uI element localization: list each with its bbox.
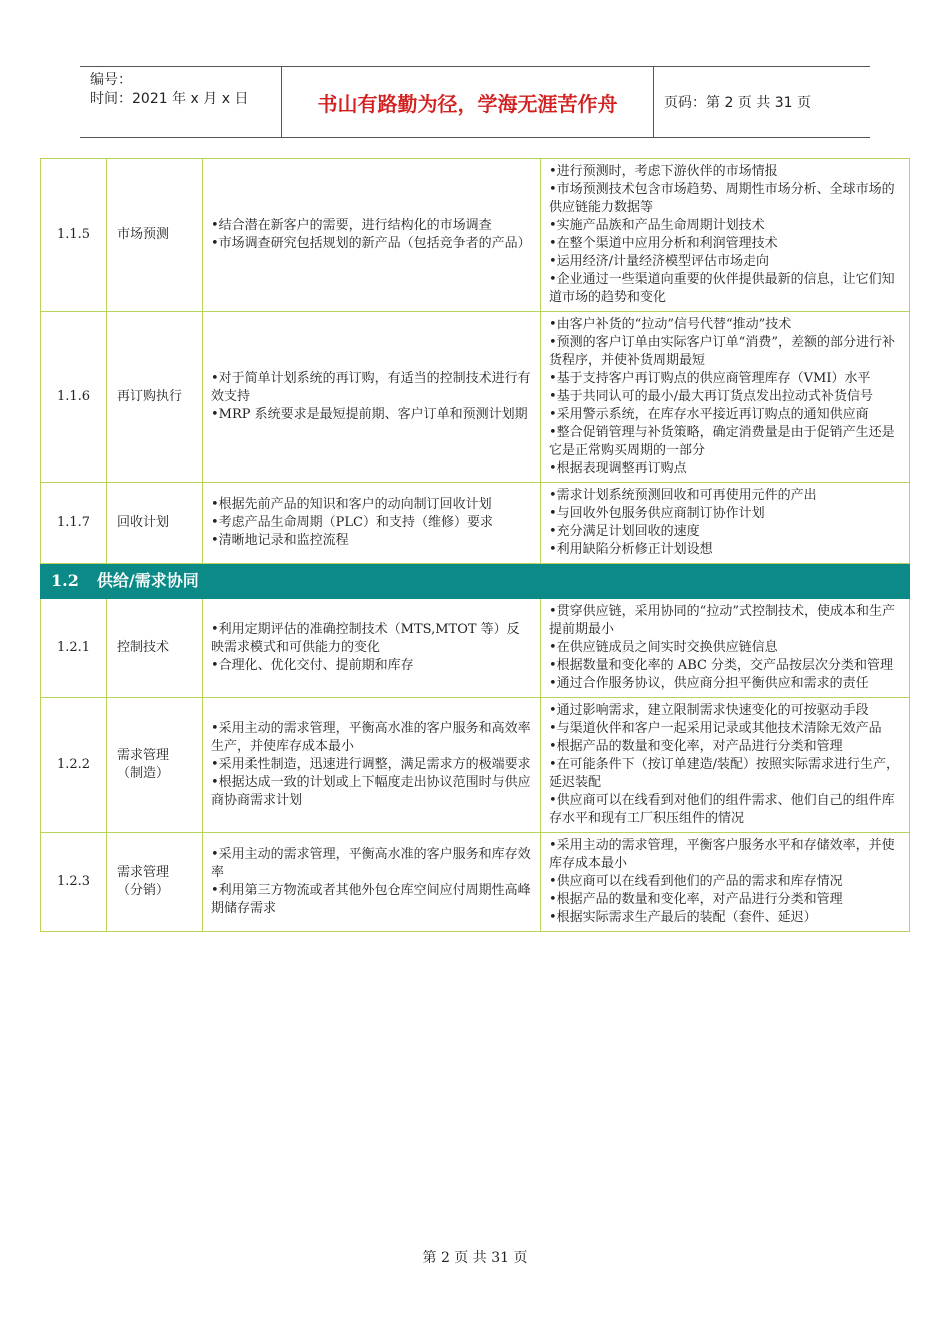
bullet-item: •根据达成一致的计划或上下幅度走出协议范围时与供应商协商需求计划	[211, 775, 531, 808]
bullet-item: •进行预测时，考虑下游伙伴的市场情报	[549, 164, 778, 179]
doc-date-label: 时间：2021 年 x 月 x 日	[90, 91, 249, 107]
bullet-item: •市场调查研究包括规划的新产品（包括竞争者的产品）	[211, 236, 531, 251]
bullet-item: •供应商可以在线看到他们的产品的需求和库存情况	[549, 874, 843, 889]
row-name: 再订购执行	[107, 312, 203, 483]
row-best-practice	[541, 833, 910, 932]
row-current-practice	[203, 833, 541, 932]
content-table	[40, 158, 910, 932]
bullet-item: •采用主动的需求管理，平衡客户服务水平和存储效率，并使库存成本最小	[549, 838, 895, 871]
header-page-number: 页码：第 2 页 共 31 页	[664, 95, 811, 111]
bullet-item: •采用主动的需求管理，平衡高水准的客户服务和高效率生产，并使库存成本最小	[211, 721, 531, 754]
bullet-item: •与回收外包服务供应商制订协作计划	[549, 506, 765, 521]
bullet-item: •利用定期评估的准确控制技术（MTS,MTOT 等）反映需求模式和可供能力的变化	[211, 622, 520, 655]
bullet-item: •通过影响需求，建立限制需求快速变化的可按驱动手段	[549, 703, 869, 718]
bullet-item: •结合潜在新客户的需要，进行结构化的市场调查	[211, 218, 492, 233]
bullet-item: •预测的客户订单由实际客户订单“消费”，差额的部分进行补货程序，并使补货周期最短	[549, 335, 895, 368]
row-best-practice	[541, 312, 910, 483]
row-current-practice	[203, 483, 541, 564]
row-current-practice	[203, 599, 541, 698]
table-row	[41, 833, 910, 932]
bullet-item: •利用缺陷分析修正计划设想	[549, 542, 713, 557]
bullet-item: •根据产品的数量和变化率，对产品进行分类和管理	[549, 892, 843, 907]
row-number: 1.1.6	[41, 312, 107, 483]
bullet-item: •MRP 系统要求是最短提前期、客户订单和预测计划期	[211, 407, 528, 422]
bullet-item: •供应商可以在线看到对他们的组件需求、他们自己的组件库存水平和现有工厂积压组件的情况	[549, 793, 895, 826]
table-row	[41, 698, 910, 833]
row-best-practice	[541, 698, 910, 833]
header-meta	[80, 67, 282, 137]
bullet-item: •实施产品族和产品生命周期计划技术	[549, 218, 765, 233]
row-number: 1.2.1	[41, 599, 107, 698]
bullet-item: •对于简单计划系统的再订购，有适当的控制技术进行有效支持	[211, 371, 531, 404]
bullet-item: •根据实际需求生产最后的装配（套件、延迟）	[549, 910, 817, 925]
bullet-item: •企业通过一些渠道向重要的伙伴提供最新的信息，让它们知道市场的趋势和变化	[549, 272, 895, 305]
bullet-item: •基于共同认可的最小/最大再订货点发出拉动式补货信号	[549, 389, 874, 404]
bullet-item: •需求计划系统预测回收和可再使用元件的产出	[549, 488, 817, 503]
section-header-row	[41, 564, 910, 599]
row-name: 控制技术	[107, 599, 203, 698]
bullet-item: •在可能条件下（按订单建造/装配）按照实际需求进行生产，延迟装配	[549, 757, 900, 790]
row-current-practice	[203, 698, 541, 833]
row-number: 1.1.5	[41, 159, 107, 312]
row-number: 1.2.3	[41, 833, 107, 932]
bullet-item: •通过合作服务协议，供应商分担平衡供应和需求的责任	[549, 676, 869, 691]
table-row	[41, 159, 910, 312]
bullet-item: •采用柔性制造，迅速进行调整，满足需求方的极端要求	[211, 757, 531, 772]
bullet-item: •由客户补货的“拉动”信号代替“推动”技术	[549, 317, 792, 332]
bullet-item: •根据先前产品的知识和客户的动向制订回收计划	[211, 497, 492, 512]
bullet-item: •充分满足计划回收的速度	[549, 524, 700, 539]
bullet-item: •根据数量和变化率的 ABC 分类，交产品按层次分类和管理	[549, 658, 894, 673]
bullet-item: •清晰地记录和监控流程	[211, 533, 349, 548]
bullet-item: •基于支持客户再订购点的供应商管理库存（VMI）水平	[549, 371, 871, 386]
row-best-practice	[541, 599, 910, 698]
bullet-item: •市场预测技术包含市场趋势、周期性市场分析、全球市场的供应链能力数据等	[549, 182, 895, 215]
bullet-item: •考虑产品生命周期（PLC）和支持（维修）要求	[211, 515, 493, 530]
bullet-item: •贯穿供应链，采用协同的“拉动”式控制技术，使成本和生产提前期最小	[549, 604, 895, 637]
row-name: 回收计划	[107, 483, 203, 564]
table-row	[41, 312, 910, 483]
row-current-practice	[203, 312, 541, 483]
row-best-practice	[541, 483, 910, 564]
bullet-item: •采用主动的需求管理，平衡高水准的客户服务和库存效率	[211, 847, 531, 880]
bullet-item: •与渠道伙伴和客户一起采用记录或其他技术清除无效产品	[549, 721, 882, 736]
bullet-item: •运用经济/计量经济模型评估市场走向	[549, 254, 770, 269]
section-label: 供给/需求协同	[96, 571, 199, 590]
row-best-practice	[541, 159, 910, 312]
section-title	[41, 564, 910, 599]
table-row	[41, 599, 910, 698]
bullet-item: •根据表现调整再订购点	[549, 461, 687, 476]
row-current-practice	[203, 159, 541, 312]
bullet-item: •在供应链成员之间实时交换供应链信息	[549, 640, 778, 655]
bullet-item: •利用第三方物流或者其他外包仓库空间应付周期性高峰期储存需求	[211, 883, 531, 916]
row-number: 1.2.2	[41, 698, 107, 833]
bullet-item: •整合促销管理与补货策略，确定消费量是由于促销产生还是它是正常购买周期的一部分	[549, 425, 895, 458]
section-number: 1.2	[51, 571, 79, 590]
bullet-item: •合理化、优化交付、提前期和库存	[211, 658, 414, 673]
bullet-item: •在整个渠道中应用分析和利润管理技术	[549, 236, 778, 251]
row-name: 需求管理（分销）	[107, 833, 203, 932]
bullet-item: •采用警示系统，在库存水平接近再订购点的通知供应商	[549, 407, 869, 422]
header-motto: 书山有路勤为径，学海无涯苦作舟	[282, 67, 654, 137]
page-footer: 第 2 页 共 31 页	[422, 1250, 528, 1266]
row-name: 需求管理（制造）	[107, 698, 203, 833]
row-number: 1.1.7	[41, 483, 107, 564]
page-header	[80, 66, 870, 138]
table-row	[41, 483, 910, 564]
doc-number-label: 编号：	[90, 72, 132, 88]
row-name: 市场预测	[107, 159, 203, 312]
bullet-item: •根据产品的数量和变化率，对产品进行分类和管理	[549, 739, 843, 754]
